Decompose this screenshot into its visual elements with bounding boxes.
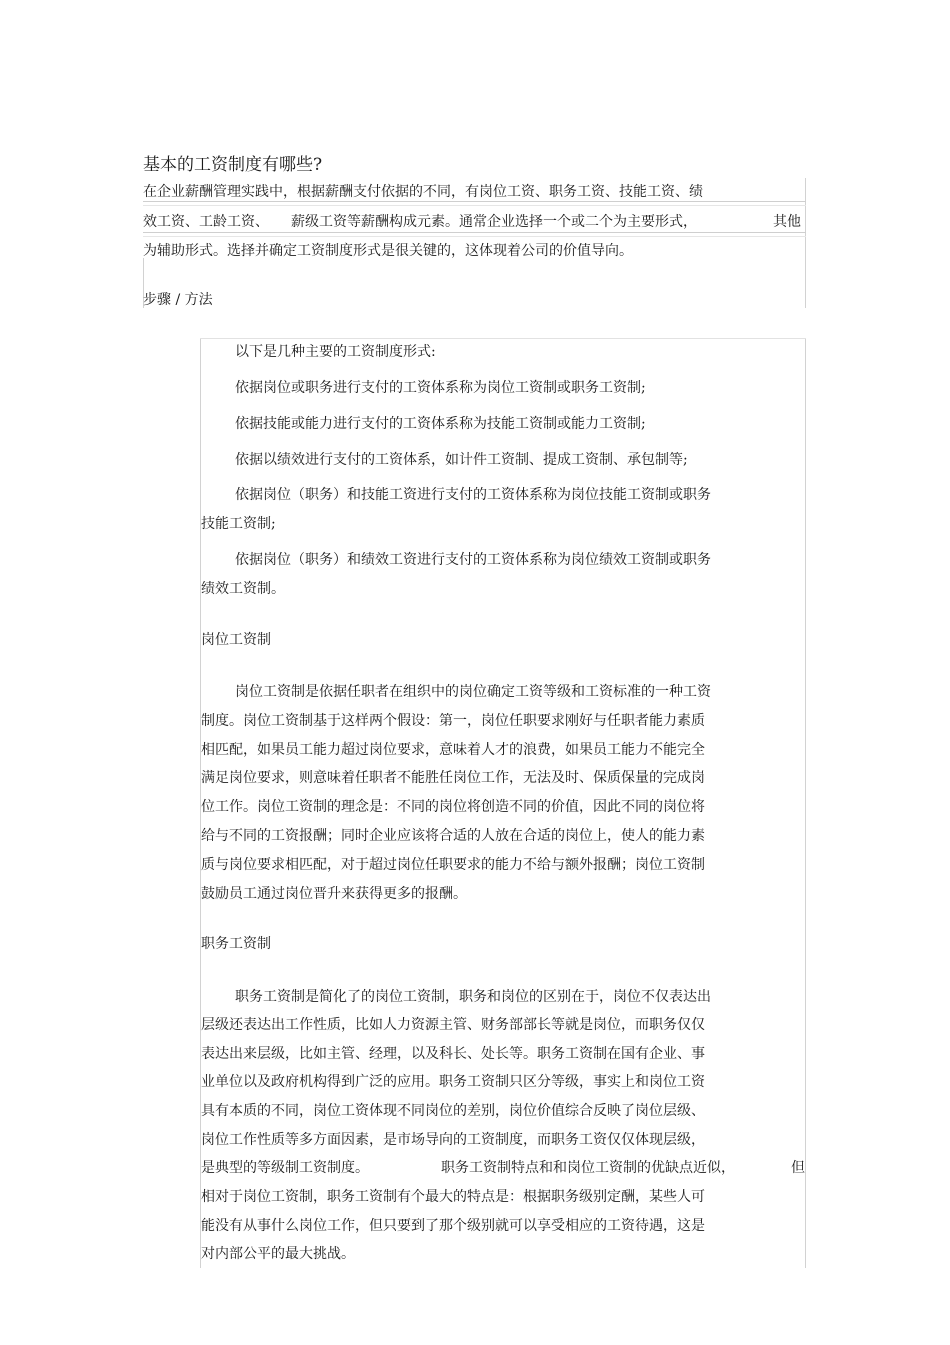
paragraph-line: 位工作。岗位工资制的理念是：不同的岗位将创造不同的价值，因此不同的岗位将 [201,799,705,815]
table-rule [143,205,806,206]
list-item: 依据岗位或职务进行支付的工资体系称为岗位工资制或职务工资制; [235,380,646,396]
list-item-cont: 技能工资制; [201,516,276,532]
list-item: 依据技能或能力进行支付的工资体系称为技能工资制或能力工资制; [235,416,646,432]
list-item: 依据岗位（职务）和技能工资进行支付的工资体系称为岗位技能工资制或职务 [235,487,711,503]
intro-line: 为辅助形式。选择并确定工资制度形式是很关键的，这体现着公司的价值导向。 [143,243,633,259]
paragraph-line: 满足岗位要求，则意味着任职者不能胜任岗位工作，无法及时、保质保量的完成岗 [201,770,705,786]
list-item-cont: 绩效工资制。 [201,581,285,597]
paragraph-line: 业单位以及政府机构得到广泛的应用。职务工资制只区分等级，事实上和岗位工资 [201,1074,705,1090]
paragraph-line: 质与岗位要求相匹配，对于超过岗位任职要求的能力不给与额外报酬；岗位工资制 [201,857,705,873]
paragraph-line: 制度。岗位工资制基于这样两个假设：第一，岗位任职要求刚好与任职者能力素质 [201,713,705,729]
paragraph-line: 是典型的等级制工资制度。 [201,1160,369,1176]
paragraph-line: 鼓励员工通过岗位晋升来获得更多的报酬。 [201,886,467,902]
paragraph-line: 层级还表达出工作性质，比如人力资源主管、财务部部长等就是岗位，而职务仅仅 [201,1017,705,1033]
paragraph-line: 但 [791,1160,805,1176]
table-rule [143,201,806,202]
intro-line: 在企业薪酬管理实践中，根据薪酬支付依据的不同，有岗位工资、职务工资、技能工资、绩 [143,184,703,200]
intro-line: 效工资、工龄工资、 [143,214,269,230]
intro-line: 薪级工资等薪酬构成元素。通常企业选择一个或二个为主要形式， [291,214,697,230]
paragraph-line: 职务工资制是简化了的岗位工资制，职务和岗位的区别在于，岗位不仅表达出 [235,989,711,1005]
table-border-right [805,178,806,308]
paragraph-line: 职务工资制特点和和岗位工资制的优缺点近似， [441,1160,735,1176]
paragraph-line: 具有本质的不同，岗位工资体现不同岗位的差别，岗位价值综合反映了岗位层级、 [201,1103,705,1119]
content-border-right [805,338,806,1268]
intro-line: 其他 [773,214,801,230]
content-border-top [200,338,806,339]
paragraph-line: 相对于岗位工资制，职务工资制有个最大的特点是：根据职务级别定酬，某些人可 [201,1189,705,1205]
paragraph-line: 岗位工资制是依据任职者在组织中的岗位确定工资等级和工资标准的一种工资 [235,684,711,700]
paragraph-line: 对内部公平的最大挑战。 [201,1246,355,1262]
paragraph-line: 能没有从事什么岗位工作，但只要到了那个级别就可以享受相应的工资待遇，这是 [201,1218,705,1234]
paragraph-line: 相匹配，如果员工能力超过岗位要求，意味着人才的浪费，如果员工能力不能完全 [201,742,705,758]
page-title: 基本的工资制度有哪些? [143,155,323,175]
paragraph-line: 岗位工作性质等多方面因素，是市场导向的工资制度，而职务工资仅仅体现层级， [201,1132,705,1148]
forms-intro: 以下是几种主要的工资制度形式: [235,344,436,360]
section-heading: 岗位工资制 [201,632,271,648]
paragraph-line: 表达出来层级，比如主管、经理，以及科长、处长等。职务工资制在国有企业、事 [201,1046,705,1062]
section-heading: 职务工资制 [201,936,271,952]
list-item: 依据岗位（职务）和绩效工资进行支付的工资体系称为岗位绩效工资制或职务 [235,552,711,568]
table-rule [143,232,806,233]
list-item: 依据以绩效进行支付的工资体系，如计件工资制、提成工资制、承包制等; [235,452,688,468]
paragraph-line: 给与不同的工资报酬；同时企业应该将合适的人放在合适的岗位上，使人的能力素 [201,828,705,844]
steps-heading: 步骤 / 方法 [143,292,213,308]
table-rule [143,236,806,237]
